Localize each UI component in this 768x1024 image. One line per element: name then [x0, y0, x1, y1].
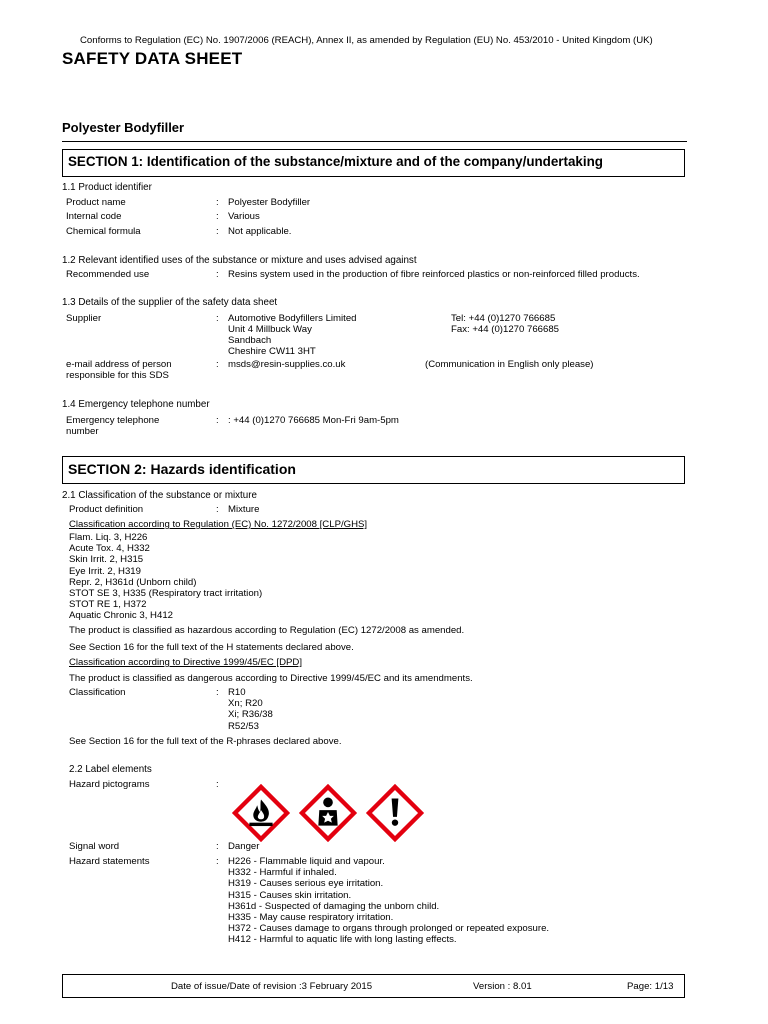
recommended-use-label: Recommended use — [66, 269, 150, 280]
product-name-label: Product name — [66, 197, 126, 208]
internal-code-label: Internal code — [66, 211, 122, 222]
product-name-value: Polyester Bodyfiller — [228, 197, 311, 208]
email-value: msds@resin-supplies.co.uk — [228, 359, 346, 370]
address-line: Unit 4 Millbuck Way — [228, 324, 312, 335]
colon: : — [216, 197, 219, 208]
recommended-use-value: Resins system used in the production of fibre reinforced plastics or non-reinforced filled products. — [228, 269, 640, 280]
section-1-title: SECTION 1: Identification of the substance/mixture and of the company/undertaking — [62, 149, 685, 177]
signal-word-label: Signal word — [69, 841, 120, 852]
clp-classification-list — [69, 532, 262, 622]
flame-pictogram-icon — [232, 784, 290, 842]
address-line: Automotive Bodyfillers Limited — [228, 313, 357, 324]
hazard-statements-list — [228, 856, 549, 946]
clp-classification-heading: Classification according to Regulation (EC) No. 1272/2008 [CLP/GHS] — [69, 519, 368, 530]
colon: : — [216, 504, 219, 515]
list-item: STOT RE 1, H372 — [69, 599, 147, 611]
address-line: Sandbach — [228, 335, 272, 346]
colon: : — [216, 779, 219, 790]
colon: : — [216, 313, 219, 324]
subsection-1-3-heading: 1.3 Details of the supplier of the safety data sheet — [62, 297, 278, 308]
hazard-statement: H361d - Suspected of damaging the unborn child. — [228, 900, 440, 912]
hazard-pictograms-label: Hazard pictograms — [69, 779, 150, 790]
list-item: Xn; R20 — [228, 698, 263, 710]
colon: : — [216, 359, 219, 370]
hazard-statement: H332 - Harmful if inhaled. — [228, 867, 337, 879]
email-note: (Communication in English only please) — [425, 359, 594, 370]
address-line: Cheshire CW11 3HT — [228, 346, 316, 357]
footer-date: Date of issue/Date of revision :3 February 2015 — [171, 981, 373, 992]
h-statements-note: See Section 16 for the full text of the H statements declared above. — [69, 642, 354, 653]
product-definition-label: Product definition — [69, 504, 144, 515]
signal-word-value: Danger — [228, 841, 260, 852]
list-item: STOT SE 3, H335 (Respiratory tract irritation) — [69, 588, 263, 600]
fax-number: Fax: +44 (0)1270 766685 — [451, 324, 560, 335]
hazard-statement: H372 - Causes damage to organs through prolonged or repeated exposure. — [228, 923, 550, 935]
hazard-statement: H226 - Flammable liquid and vapour. — [228, 856, 385, 867]
footer-page-number: Page: 1/13 — [627, 981, 674, 992]
emergency-label-line: Emergency telephone — [66, 415, 160, 426]
classification-values — [228, 687, 273, 732]
internal-code-value: Various — [228, 211, 260, 222]
subsection-1-2-heading: 1.2 Relevant identified uses of the substance or mixture and uses advised against — [62, 255, 417, 266]
supplier-phone — [451, 313, 559, 335]
colon: : — [216, 856, 219, 867]
colon: : — [216, 226, 219, 237]
emergency-label-line: number — [66, 426, 99, 437]
email-label-line: e-mail address of person — [66, 359, 172, 370]
header-divider — [62, 141, 687, 142]
list-item: Acute Tox. 4, H332 — [69, 543, 150, 555]
exclamation-pictogram-icon — [366, 784, 424, 842]
list-item: Aquatic Chronic 3, H412 — [69, 610, 173, 622]
subsection-1-1-heading: 1.1 Product identifier — [62, 182, 152, 193]
colon: : — [216, 415, 219, 426]
page-footer — [62, 974, 685, 998]
hazard-statement: H335 - May cause respiratory irritation. — [228, 912, 394, 924]
chemical-formula-value: Not applicable. — [228, 226, 292, 237]
list-item: Eye Irrit. 2, H319 — [69, 565, 141, 577]
subsection-2-1-heading: 2.1 Classification of the substance or mixture — [62, 490, 257, 501]
email-label — [66, 359, 172, 381]
supplier-label: Supplier — [66, 313, 102, 324]
list-item: Skin Irrit. 2, H315 — [69, 554, 144, 566]
colon: : — [216, 841, 219, 852]
dpd-classification-heading: Classification according to Directive 1999/45/EC [DPD] — [69, 657, 303, 668]
footer-version: Version : 8.01 — [473, 981, 532, 992]
subsection-2-2-heading: 2.2 Label elements — [69, 764, 152, 775]
chemical-formula-label: Chemical formula — [66, 226, 141, 237]
product-heading: Polyester Bodyfiller — [62, 120, 185, 135]
hazard-statements-label: Hazard statements — [69, 856, 150, 867]
colon: : — [216, 687, 219, 698]
section-2-title: SECTION 2: Hazards identification — [62, 456, 685, 484]
conformity-statement: Conforms to Regulation (EC) No. 1907/2006 (REACH), Annex II, as amended by Regulation (EU) No. 453/2010 - United Kingdom (UK) — [80, 35, 653, 46]
emergency-phone-label — [66, 415, 159, 437]
emergency-phone-value: : +44 (0)1270 766685 Mon-Fri 9am-5pm — [228, 415, 399, 426]
health-hazard-pictogram-icon — [299, 784, 357, 842]
supplier-address — [228, 313, 357, 357]
subsection-1-4-heading: 1.4 Emergency telephone number — [62, 399, 210, 410]
tel-number: Tel: +44 (0)1270 766685 — [451, 313, 556, 324]
dpd-note: The product is classified as dangerous according to Directive 1999/45/EC and its amendments. — [69, 673, 473, 684]
hazard-pictograms — [232, 784, 424, 842]
email-label-line: responsible for this SDS — [66, 370, 169, 381]
list-item: Repr. 2, H361d (Unborn child) — [69, 576, 197, 588]
hazard-statement: H319 - Causes serious eye irritation. — [228, 878, 384, 890]
clp-note: The product is classified as hazardous according to Regulation (EC) 1272/2008 as amended. — [69, 625, 465, 636]
classification-label: Classification — [69, 687, 126, 698]
r-phrases-note: See Section 16 for the full text of the R-phrases declared above. — [69, 736, 342, 747]
list-item: R52/53 — [228, 720, 259, 732]
colon: : — [216, 211, 219, 222]
hazard-statement: H315 - Causes skin irritation. — [228, 889, 352, 901]
colon: : — [216, 269, 219, 280]
product-definition-value: Mixture — [228, 504, 260, 515]
document-title: SAFETY DATA SHEET — [62, 49, 243, 68]
list-item: Flam. Liq. 3, H226 — [69, 532, 148, 543]
list-item: R10 — [228, 687, 246, 698]
hazard-statement: H412 - Harmful to aquatic life with long lasting effects. — [228, 934, 457, 946]
list-item: Xi; R36/38 — [228, 709, 273, 721]
